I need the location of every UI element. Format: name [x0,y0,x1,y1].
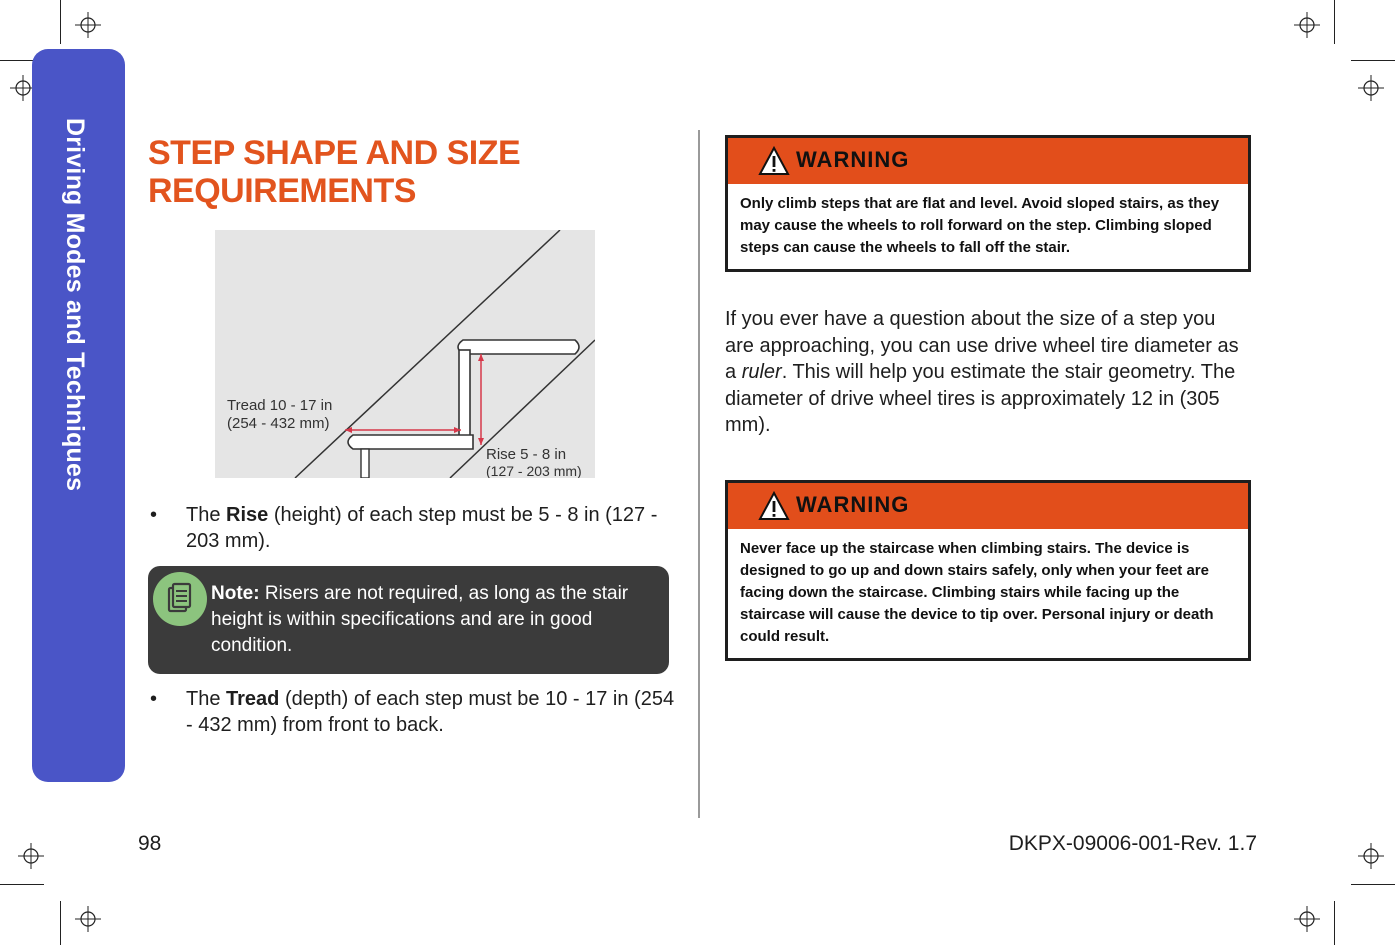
page-title [148,134,668,210]
warning-header [728,483,1248,529]
bullet-rest: (depth) of each step must be 10 - 17 in (254 - 432 mm) from front to back. [186,688,675,736]
warning-triangle-icon [758,146,790,176]
warning-text: Only climb steps that are flat and level. Avoid sloped stairs, as they may cause the wheels to roll forward on the step. Climbing sloped steps can cause the wheels to fall off the stair. [740,195,1220,256]
registration-mark-icon [18,843,44,869]
stair-diagram [215,230,595,478]
warning-text: Never face up the staircase when climbing stairs. The device is designed to go up and down stairs safely, only when your feet are facing down the staircase. Climbing stairs while facing up the staircase will cause the device to tip over. Personal injury or death could result. [740,540,1214,645]
upper-tread-shape [458,340,579,354]
column-divider [698,130,700,818]
bullet-tread-text [186,686,676,738]
note-label: Note: [211,583,260,604]
bullet-prefix: The [186,504,227,526]
registration-mark-icon [75,906,101,932]
note-document-icon [152,571,208,627]
registration-mark-icon [1358,843,1384,869]
registration-mark-icon [1358,75,1384,101]
note-body: Risers are not required, as long as the stair height is within specifications and are in good condition. [211,583,629,656]
chapter-tab-label-wrap [60,118,100,598]
page-number: 98 [138,832,162,855]
para-after: . This will help you estimate the stair geometry. The diameter of drive wheel tires is approximately 12 in (305 mm). [725,361,1236,436]
bullet-prefix: The [186,688,227,710]
bullet-marker: • [150,504,158,526]
warning-header [728,138,1248,184]
para-emphasis: ruler [741,361,782,383]
rise-label-line-2: (127 - 203 mm) [486,463,582,478]
para-before: If you ever have a question about the size of a step you are approaching, you can use drive wheel tire diameter as a [725,308,1239,383]
rise-label-line-1: Rise 5 - 8 in [486,446,567,463]
warning-box-face-direction [725,480,1251,661]
registration-mark-icon [1294,906,1320,932]
registration-mark-icon [75,12,101,38]
title-line-1: STEP SHAPE AND SIZE [148,134,521,172]
bullet-term-rise: Rise [226,504,269,526]
chapter-tab-label: Driving Modes and Techniques [61,118,89,492]
bullet-rest: (height) of each step must be 5 - 8 in (127 - 203 mm). [186,504,658,552]
note-text [211,581,651,659]
bullet-rise-text [186,502,676,554]
tread-label-line-2: (254 - 432 mm) [227,415,330,432]
note-box [148,566,669,674]
tread-label-line-1: Tread 10 - 17 in [227,397,333,414]
title-line-2: REQUIREMENTS [148,172,416,210]
registration-mark-icon [1294,12,1320,38]
lower-tread-shape [348,435,473,449]
lower-riser-shape [361,449,369,478]
warning-triangle-icon [758,491,790,521]
warning-label: WARNING [796,147,910,172]
document-id: DKPX-09006-001-Rev. 1.7 [1008,832,1257,855]
bullet-term-tread: Tread [226,688,280,710]
warning-label: WARNING [796,492,910,517]
bullet-marker: • [150,688,158,710]
warning-box-sloped-steps [725,135,1251,272]
ruler-paragraph [725,306,1245,439]
